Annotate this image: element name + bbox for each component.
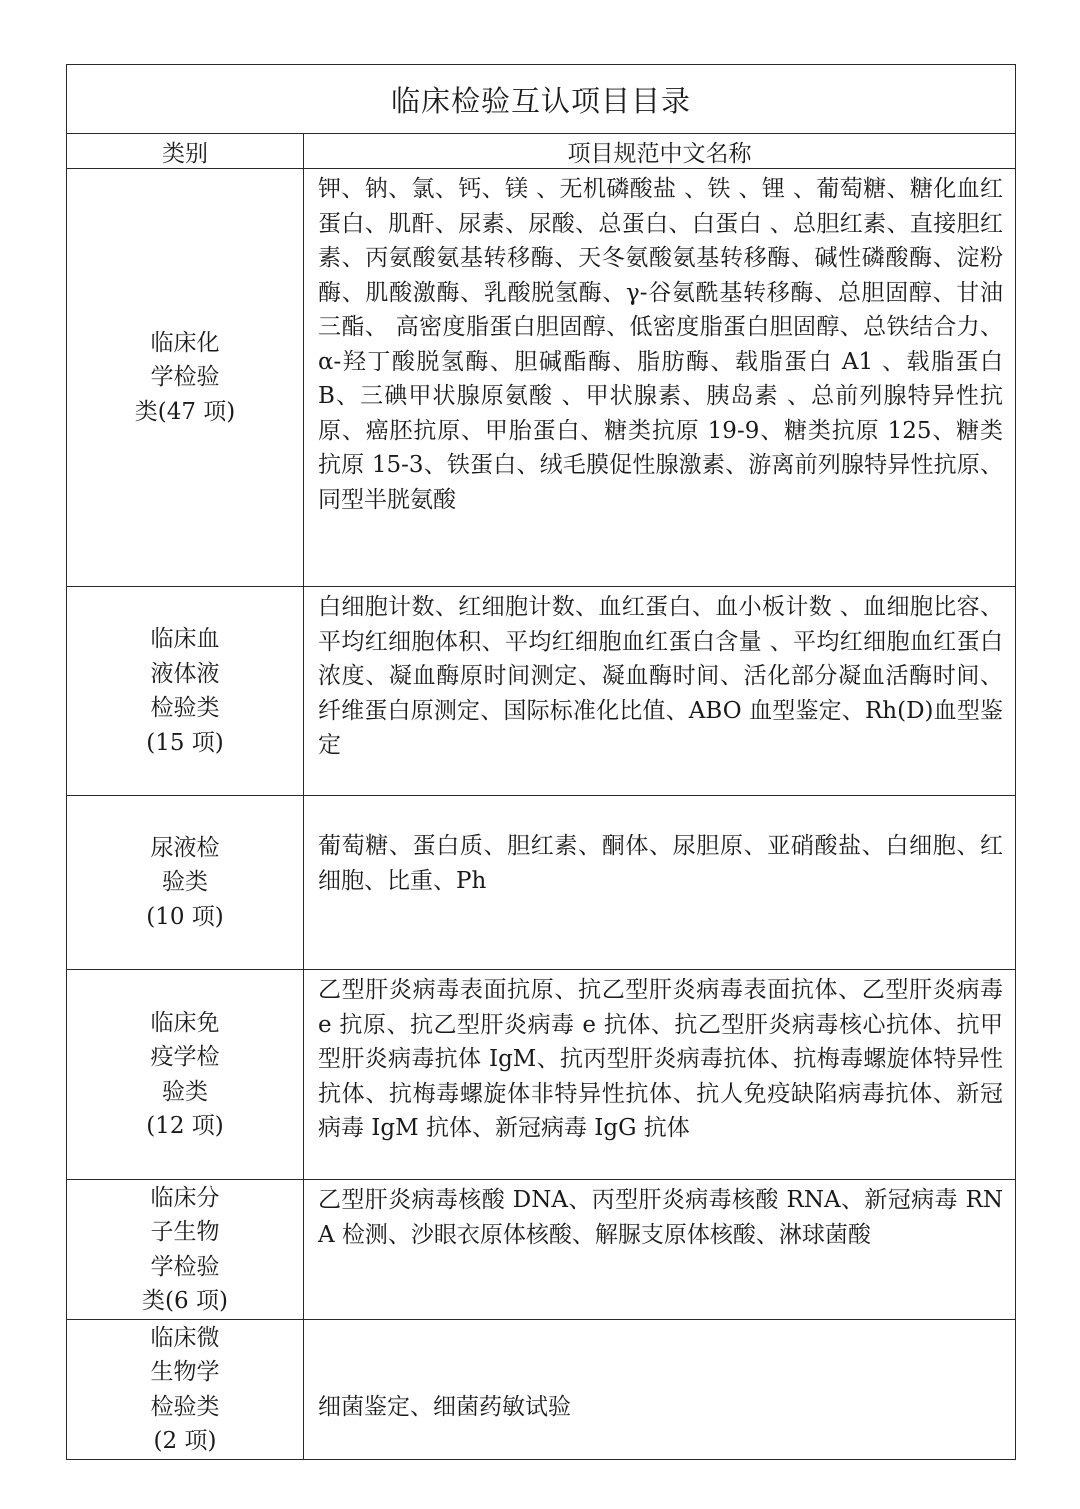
category-line: 尿液检 bbox=[150, 834, 220, 861]
category-cell bbox=[67, 796, 304, 970]
category-line: 检验类 bbox=[150, 695, 220, 721]
header-items: 项目规范中文名称 bbox=[304, 134, 1016, 169]
table-row bbox=[67, 169, 1016, 587]
items-cell: 乙型肝炎病毒核酸 DNA、丙型肝炎病毒核酸 RNA、新冠病毒 RNA 检测、沙眼衣原体核酸、解脲支原体核酸、淋球菌酸 bbox=[304, 1180, 1016, 1320]
items-cell: 细菌鉴定、细菌药敏试验 bbox=[304, 1320, 1016, 1460]
category-line: 子生物 bbox=[150, 1219, 220, 1245]
category-line: 临床化 bbox=[150, 329, 220, 356]
category-line: 学检验 bbox=[150, 1253, 220, 1280]
category-line: 类(6 项) bbox=[142, 1288, 228, 1314]
table-row bbox=[67, 1320, 1016, 1460]
category-line: (12 项) bbox=[146, 1113, 224, 1139]
category-line: 疫学检 bbox=[150, 1044, 220, 1070]
category-cell bbox=[67, 1180, 304, 1320]
table-row bbox=[67, 970, 1016, 1180]
category-line: 临床免 bbox=[150, 1009, 220, 1036]
category-line: 验类 bbox=[162, 1078, 208, 1105]
table-row bbox=[67, 1180, 1016, 1320]
header-category: 类别 bbox=[67, 134, 304, 169]
category-line: (2 项) bbox=[153, 1428, 217, 1454]
items-cell: 乙型肝炎病毒表面抗原、抗乙型肝炎病毒表面抗体、乙型肝炎病毒 e 抗原、抗乙型肝炎病毒 e 抗体、抗乙型肝炎病毒核心抗体、抗甲型肝炎病毒抗体 IgM、抗丙型肝炎病毒抗体、抗梅毒螺旋体特异性抗体、抗梅毒螺旋体非特异性抗体、抗人免疫缺陷病毒抗体、新冠病毒 IgM 抗体、新冠病毒 IgG 抗体 bbox=[304, 970, 1016, 1180]
table-row bbox=[67, 587, 1016, 796]
category-line: 学检验 bbox=[150, 364, 220, 391]
catalog-table bbox=[66, 64, 1016, 1460]
category-line: 临床微 bbox=[150, 1324, 220, 1351]
category-line: 生物学 bbox=[150, 1359, 220, 1385]
category-line: 验类 bbox=[162, 869, 208, 896]
header-row bbox=[67, 134, 1016, 169]
category-line: 液体液 bbox=[150, 660, 220, 687]
category-line: 临床血 bbox=[150, 626, 220, 652]
category-line: 检验类 bbox=[150, 1393, 220, 1420]
category-line: 类(47 项) bbox=[134, 398, 236, 425]
table-row bbox=[67, 796, 1016, 970]
category-line: (15 项) bbox=[146, 729, 224, 756]
category-cell bbox=[67, 970, 304, 1180]
items-cell: 葡萄糖、蛋白质、胆红素、酮体、尿胆原、亚硝酸盐、白细胞、红细胞、比重、Ph bbox=[304, 796, 1016, 970]
items-cell: 白细胞计数、红细胞计数、血红蛋白、血小板计数 、血细胞比容、平均红细胞体积、平均红细胞血红蛋白含量 、平均红细胞血红蛋白浓度、凝血酶原时间测定、凝血酶时间、活化部分凝血活酶时间、纤维蛋白原测定、国际标准化比值、ABO 血型鉴定、Rh(D)血型鉴定 bbox=[304, 587, 1016, 796]
category-cell bbox=[67, 1320, 304, 1460]
items-cell: 钾、钠、氯、钙、镁 、无机磷酸盐 、铁 、锂 、葡萄糖、糖化血红蛋白、肌酐、尿素、尿酸、总蛋白、白蛋白 、总胆红素、直接胆红素、丙氨酸氨基转移酶、天冬氨酸氨基转移酶、碱性磷酸酶、淀粉酶、肌酸激酶、乳酸脱氢酶、γ-谷氨酰基转移酶、总胆固醇、甘油三酯、 高密度脂蛋白胆固醇、低密度脂蛋白胆固醇、总铁结合力、α-羟丁酸脱氢酶、胆碱酯酶、脂肪酶、载脂蛋白 A1 、载脂蛋白 B、三碘甲状腺原氨酸 、甲状腺素、胰岛素 、总前列腺特异性抗原、癌胚抗原、甲胎蛋白、糖类抗原 19-9、糖类抗原 125、糖类抗原 15-3、铁蛋白、绒毛膜促性腺激素、游离前列腺特异性抗原、同型半胱氨酸 bbox=[304, 169, 1016, 587]
category-line: 临床分 bbox=[150, 1184, 220, 1211]
category-cell bbox=[67, 587, 304, 796]
category-line: (10 项) bbox=[146, 903, 224, 930]
title-row bbox=[67, 65, 1016, 134]
table-title: 临床检验互认项目目录 bbox=[67, 65, 1016, 134]
category-cell bbox=[67, 169, 304, 587]
